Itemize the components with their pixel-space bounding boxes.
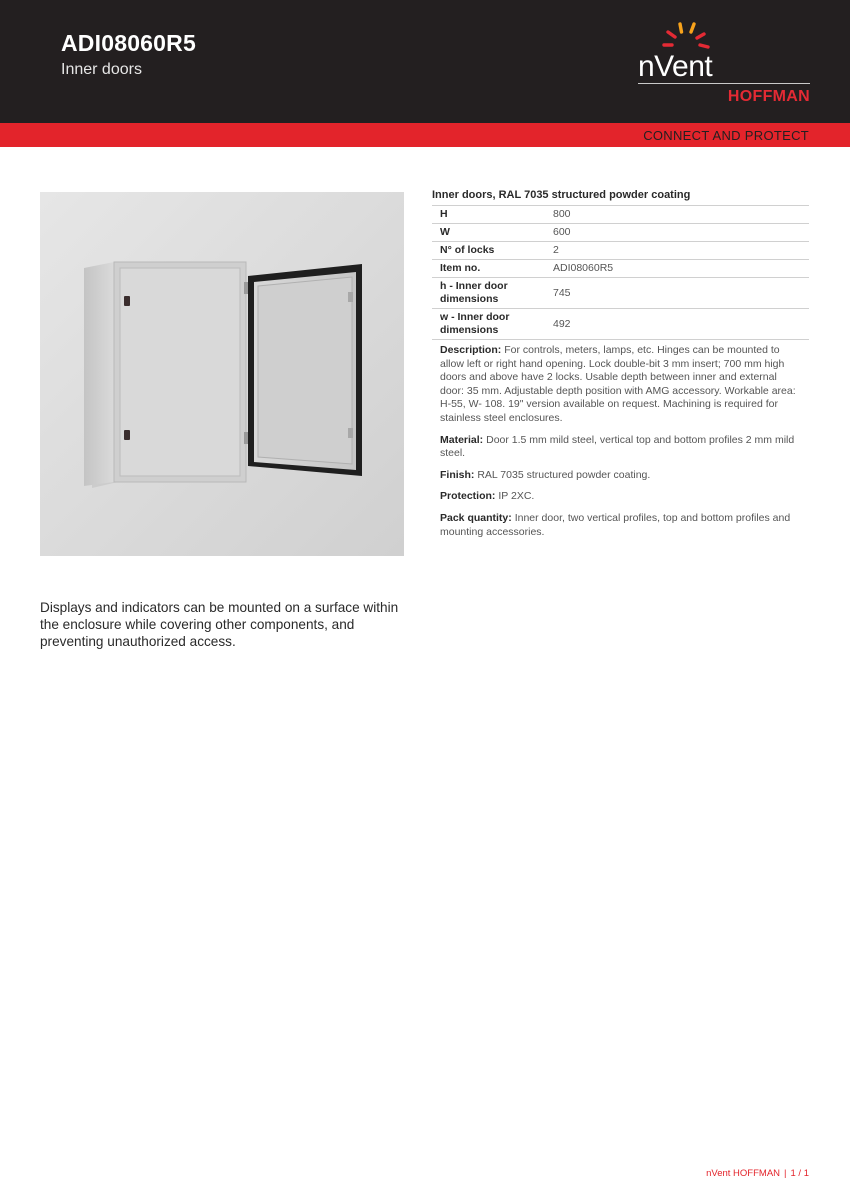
header-bar <box>0 0 850 123</box>
finish-label: Finish: <box>440 468 475 481</box>
finish-text: RAL 7035 structured powder coating. <box>477 468 651 481</box>
spec-value: ADI08060R5 <box>545 260 809 278</box>
description-label: Description: <box>440 344 502 356</box>
table-row <box>432 242 809 260</box>
pack-quantity-text: Inner door, two vertical profiles, top and bottom profiles and mounting accessories. <box>440 511 791 538</box>
product-blurb: Displays and indicators can be mounted on a surface within the enclosure while covering other components, and preventing unauthorized access. <box>40 600 399 649</box>
product-image <box>40 192 404 556</box>
spec-value: 492 <box>545 309 809 340</box>
spec-label: Item no. <box>432 260 545 278</box>
spec-table <box>432 205 809 340</box>
description-text: For controls, meters, lamps, etc. Hinges can be mounted to allow left or right hand opening. Lock double-bit 3 mm insert; 700 mm high doors and above have 2 locks. Usable depth between inner and external door: 35 mm. Adjustable depth position with AMG accessory. Workable area: H-55, W- 108. 19" version available on request. Machining is required for stainless steel enclosures. <box>440 344 796 424</box>
product-title: ADI08060R5 <box>61 30 196 56</box>
product-subtitle: Inner doors <box>61 61 142 78</box>
spec-value: 600 <box>545 224 809 242</box>
table-row <box>432 224 809 242</box>
page-footer <box>706 1168 809 1179</box>
spec-value: 2 <box>545 242 809 260</box>
tagline: CONNECT AND PROTECT <box>643 128 809 143</box>
footer-separator: | <box>784 1168 787 1179</box>
spec-label: H <box>432 206 545 224</box>
table-row <box>432 309 809 340</box>
nvent-hoffman-logo <box>632 18 817 108</box>
material-label: Material: <box>440 433 484 446</box>
enclosure-illustration <box>40 192 404 556</box>
protection-label: Protection: <box>440 490 496 503</box>
logo-brand: HOFFMAN <box>727 88 810 105</box>
logo-wordmark: nVent <box>638 50 713 83</box>
spec-table-title: Inner doors, RAL 7035 structured powder coating <box>432 189 691 201</box>
finish-paragraph <box>440 469 800 483</box>
logo-spark-icon <box>658 20 718 54</box>
logo-divider <box>638 83 810 84</box>
pack-quantity-paragraph <box>440 512 800 539</box>
spec-value: 745 <box>545 278 809 309</box>
table-row <box>432 206 809 224</box>
spec-label: h - Inner door dimensions <box>432 278 545 309</box>
description-paragraph <box>440 344 800 426</box>
product-details <box>440 344 800 547</box>
material-paragraph <box>440 434 800 461</box>
footer-brand: nVent HOFFMAN <box>706 1168 781 1179</box>
spec-label: W <box>432 224 545 242</box>
table-row <box>432 260 809 278</box>
table-row <box>432 278 809 309</box>
pack-quantity-label: Pack quantity: <box>440 511 512 524</box>
spec-label: w - Inner door dimensions <box>432 309 545 340</box>
material-text: Door 1.5 mm mild steel, vertical top and bottom profiles 2 mm mild steel. <box>440 433 795 460</box>
spec-value: 800 <box>545 206 809 224</box>
page-number: 1 / 1 <box>790 1168 809 1179</box>
protection-paragraph <box>440 490 800 504</box>
spec-label: N° of locks <box>432 242 545 260</box>
protection-text: IP 2XC. <box>498 490 535 503</box>
